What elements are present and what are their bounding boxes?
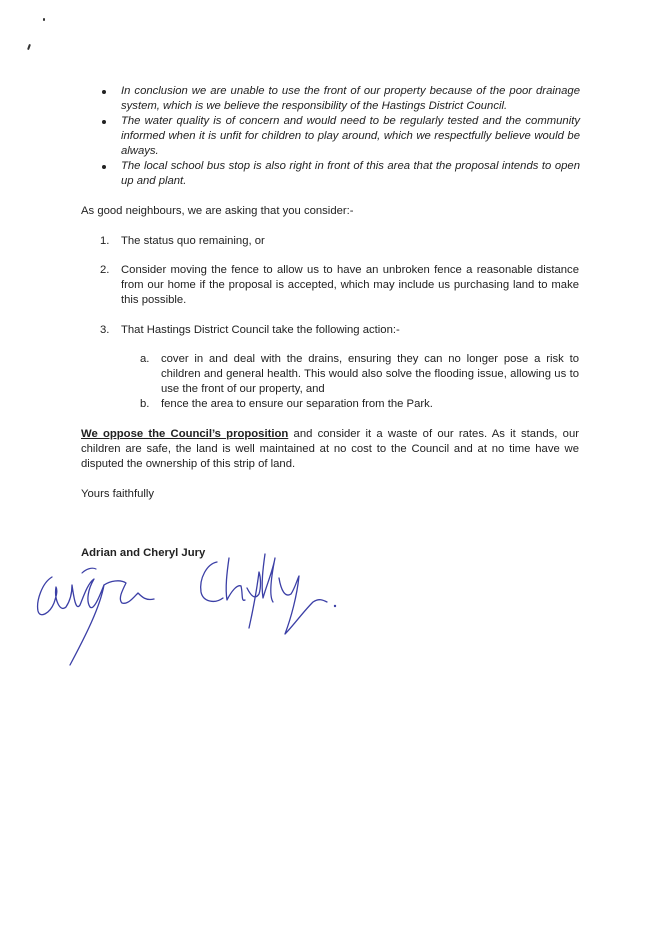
scan-mark <box>27 44 31 50</box>
item-number: 3. <box>100 324 110 336</box>
item-number: 2. <box>100 264 110 276</box>
bullet-item: In conclusion we are unable to use the front of our property because of the poor drainage system, which is we believe the responsibility of the Hastings District Council. <box>100 84 580 114</box>
item-number: 1. <box>100 235 110 247</box>
item-letter: a. <box>140 353 150 365</box>
signatory-names: Adrian and Cheryl Jury <box>81 547 206 559</box>
bullet-item: The local school bus stop is also right in front of this area that the proposal intends to open up and plant. <box>100 159 580 189</box>
bullet-list <box>100 84 580 189</box>
item-text: Consider moving the fence to allow us to have an unbroken fence a reasonable distance from our home if the proposal is accepted, which may include us purchasing land to make this possible. <box>121 264 579 306</box>
lettered-item <box>140 397 579 412</box>
lettered-item <box>140 352 579 397</box>
oppose-statement: We oppose the Council’s proposition <box>81 428 289 440</box>
item-text: fence the area to ensure our separation from the Park. <box>161 398 433 410</box>
signature-adrian <box>30 555 170 670</box>
item-text: cover in and deal with the drains, ensuring they can no longer pose a risk to children and general health. This would also solve the flooding issue, allowing us to use the front of our property, and <box>161 353 579 395</box>
numbered-item <box>100 323 579 338</box>
bullet-item: The water quality is of concern and would need to be regularly tested and the community informed when it is unfit for children to play around, which we respectfully believe would be always. <box>100 114 580 159</box>
closing: Yours faithfully <box>81 488 155 500</box>
signature-cheryl <box>195 548 345 643</box>
numbered-item <box>100 263 579 308</box>
item-letter: b. <box>140 398 150 410</box>
oppose-rest: and consider it a waste of our rates. As it stands, our children are safe, the land is well maintained at no cost to the Council and at no time have we disputed the ownership of this strip of land. <box>81 428 579 470</box>
intro-paragraph: As good neighbours, we are asking that you consider:- <box>81 205 354 217</box>
item-text: The status quo remaining, or <box>121 235 265 247</box>
item-text: That Hastings District Council take the following action:- <box>121 324 400 336</box>
numbered-item <box>100 234 579 249</box>
scan-mark <box>43 18 45 21</box>
oppose-paragraph <box>81 427 579 472</box>
